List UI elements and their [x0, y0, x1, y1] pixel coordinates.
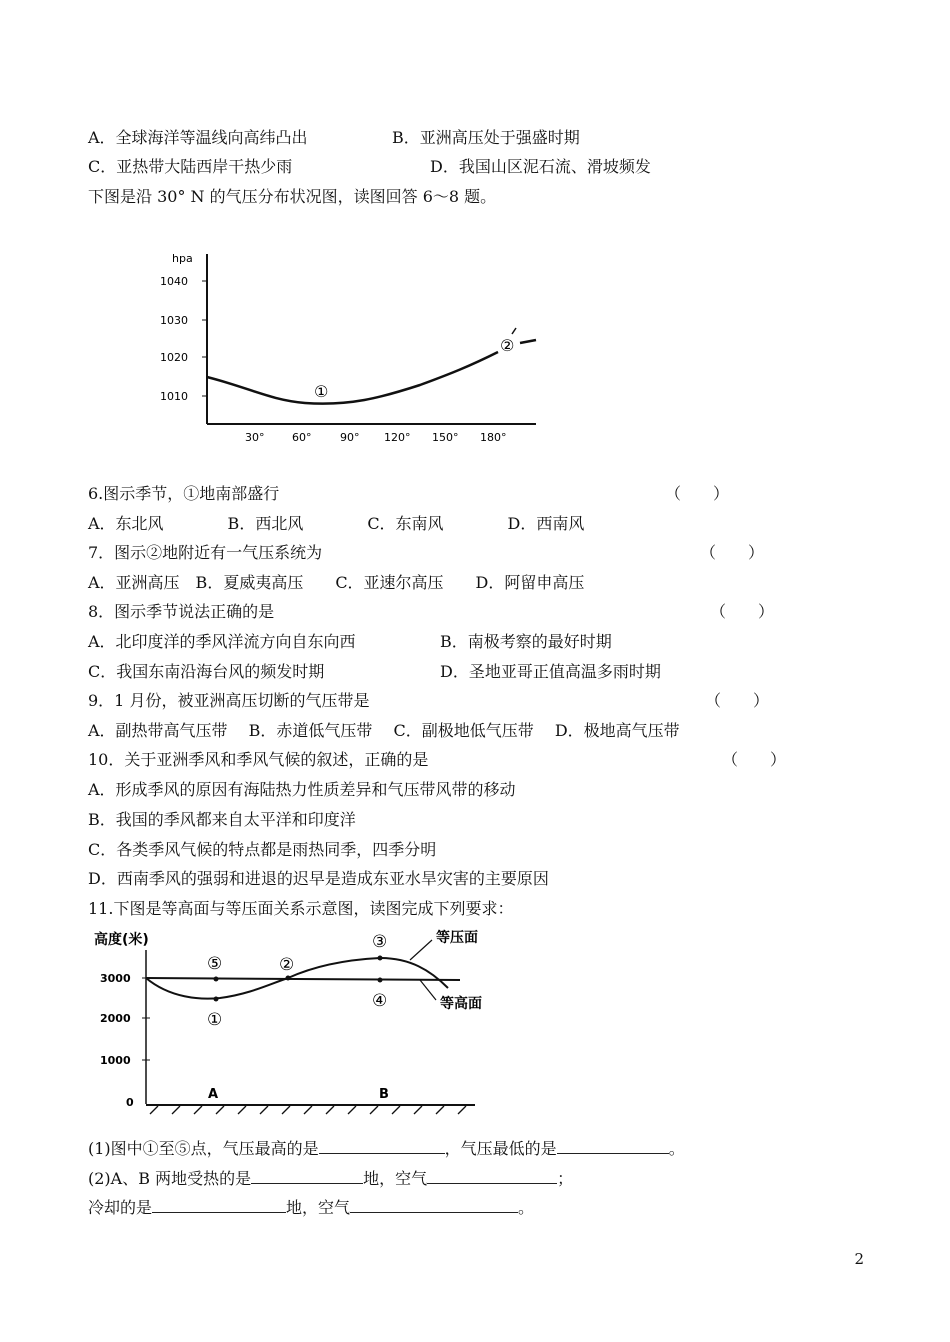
- x-tick-150: 150°: [432, 431, 459, 444]
- y-tick-3000: 3000: [100, 972, 131, 985]
- q11-part1: (1)图中①至⑤点，气压最高的是 ，气压最低的是 。: [88, 1139, 685, 1158]
- point-3-label: ③: [372, 932, 388, 952]
- blank-heated-air[interactable]: [427, 1167, 557, 1184]
- q5-option-a: A．全球海洋等温线向高纬凸出: [88, 128, 308, 147]
- blank-cooled-place[interactable]: [152, 1196, 286, 1213]
- isobar-diagram: [90, 922, 510, 1122]
- point-2-label: ②: [279, 955, 295, 975]
- ground-label-a: A: [208, 1087, 219, 1102]
- q8-stem: 8．图示季节说法正确的是: [88, 602, 275, 621]
- blank-heated-place[interactable]: [251, 1167, 363, 1184]
- blank-cooled-air[interactable]: [350, 1196, 518, 1213]
- q6-bracket: （ ）: [665, 484, 730, 503]
- isohypse-line: [146, 978, 460, 980]
- x-tick-90: 90°: [340, 431, 360, 444]
- ground-label-b: B: [379, 1087, 389, 1102]
- height-axis-label: 高度(米): [94, 932, 149, 948]
- y-tick-1030: 1030: [160, 314, 188, 327]
- pressure-curve: [207, 352, 498, 404]
- q11-part2: (2)A、B 两地受热的是 地，空气 ；: [88, 1169, 574, 1188]
- point-1-label: ①: [314, 382, 329, 401]
- q11-part3: 冷却的是 地，空气 。: [88, 1198, 535, 1217]
- q7-stem: 7．图示②地附近有一气压系统为: [88, 543, 323, 562]
- q5-option-b: B．亚洲高压处于强盛时期: [392, 128, 580, 147]
- q9-stem: 9．1 月份，被亚洲高压切断的气压带是: [88, 691, 370, 710]
- q10-option-b: B．我国的季风都来自太平洋和印度洋: [88, 810, 356, 829]
- q10-option-c: C．各类季风气候的特点都是雨热同季，四季分明: [88, 840, 437, 859]
- point-1-label: ①: [207, 1010, 223, 1030]
- q9-options: A．副热带高气压带 B．赤道低气压带 C．副极地低气压带 D．极地高气压带: [88, 721, 680, 740]
- intro-6-8: 下图是沿 30° N 的气压分布状况图，读图回答 6～8 题。: [88, 187, 497, 206]
- pressure-curve-dashed: [520, 340, 536, 343]
- blank-lowest-pressure[interactable]: [557, 1137, 669, 1154]
- x-tick-180: 180°: [480, 431, 507, 444]
- q7-bracket: （ ）: [700, 543, 765, 562]
- q8-option-a: A．北印度洋的季风洋流方向自东向西: [88, 632, 356, 651]
- q9-bracket: （ ）: [705, 691, 770, 710]
- q6-options: A．东北风 B．西北风 C．东南风 D．西南风: [88, 514, 585, 533]
- isohypse-label: 等高面: [440, 996, 482, 1012]
- y-tick-1010: 1010: [160, 390, 188, 403]
- q8-option-c: C．我国东南沿海台风的频发时期: [88, 662, 325, 681]
- y-tick-1000: 1000: [100, 1054, 131, 1067]
- y-tick-0: 0: [126, 1096, 134, 1109]
- q7-options: A．亚洲高压 B．夏威夷高压 C．亚速尔高压 D．阿留申高压: [88, 573, 585, 592]
- page-number: 2: [854, 1250, 864, 1268]
- x-tick-30: 30°: [245, 431, 265, 444]
- point-4-label: ④: [372, 991, 388, 1011]
- pressure-chart: [150, 240, 550, 450]
- point-5-label: ⑤: [207, 954, 223, 974]
- q10-option-d: D．西南季风的强弱和进退的迟早是造成东亚水旱灾害的主要原因: [88, 869, 549, 888]
- q5-option-c: C．亚热带大陆西岸干热少雨: [88, 157, 293, 176]
- isobaric-label: 等压面: [436, 930, 478, 946]
- q10-stem: 10．关于亚洲季风和季风气候的叙述，正确的是: [88, 750, 429, 769]
- q5-option-d: D．我国山区泥石流、滑坡频发: [430, 157, 651, 176]
- q8-option-b: B．南极考察的最好时期: [440, 632, 612, 651]
- q10-option-a: A．形成季风的原因有海陆热力性质差异和气压带风带的移动: [88, 780, 516, 799]
- point-2-label: ②: [500, 336, 515, 355]
- x-tick-120: 120°: [384, 431, 411, 444]
- x-tick-60: 60°: [292, 431, 312, 444]
- q6-stem: 6.图示季节，①地南部盛行: [88, 484, 280, 503]
- y-tick-1040: 1040: [160, 275, 188, 288]
- q10-bracket: （ ）: [722, 750, 787, 769]
- q11-stem: 11.下图是等高面与等压面关系示意图，读图完成下列要求：: [88, 899, 514, 918]
- q8-bracket: （ ）: [710, 602, 775, 621]
- blank-highest-pressure[interactable]: [319, 1137, 445, 1154]
- y-tick-1020: 1020: [160, 351, 188, 364]
- y-tick-2000: 2000: [100, 1012, 131, 1025]
- q8-option-d: D．圣地亚哥正值高温多雨时期: [440, 662, 661, 681]
- y-unit-label: hpa: [172, 252, 193, 265]
